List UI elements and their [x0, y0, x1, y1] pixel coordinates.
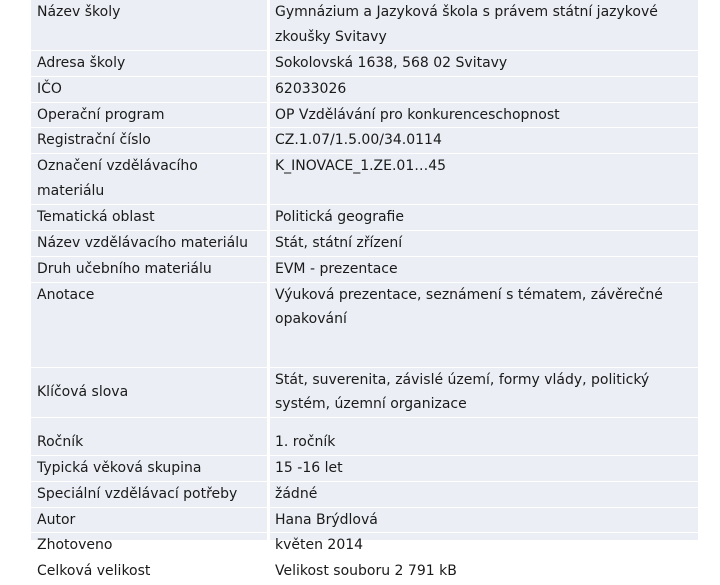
row-value: 15 -16 let: [269, 455, 699, 481]
row-key: Celková velikost: [31, 559, 269, 585]
table-row-created: [31, 533, 698, 559]
table-row-special-needs: [31, 481, 698, 507]
table-row-total-size: [31, 559, 698, 585]
table-row-keywords: [31, 367, 698, 418]
row-key: Adresa školy: [31, 51, 269, 77]
spacer-cell: [269, 418, 699, 431]
row-key: Autor: [31, 507, 269, 533]
row-key: Ročník: [31, 430, 269, 455]
row-key: Registrační číslo: [31, 128, 269, 154]
table-row-registration-number: [31, 128, 698, 154]
table-row-topic-area: [31, 205, 698, 231]
row-key: Zhotoveno: [31, 533, 269, 559]
row-value: 1. ročník: [269, 430, 699, 455]
table-row-material-code: [31, 154, 698, 205]
row-value: Sokolovská 1638, 568 02 Svitavy: [269, 51, 699, 77]
row-key: Druh učebního materiálu: [31, 256, 269, 282]
spacer-cell: [31, 418, 269, 431]
row-key: Speciální vzdělávací potřeby: [31, 481, 269, 507]
row-key: Název vzdělávacího materiálu: [31, 230, 269, 256]
table-row-author: [31, 507, 698, 533]
row-value: květen 2014: [269, 533, 699, 559]
metadata-table: [31, 0, 698, 585]
table-row-ico: [31, 76, 698, 102]
table-row-grade: [31, 430, 698, 455]
table-row-spacer: [31, 418, 698, 431]
row-value: Gymnázium a Jazyková škola s právem státní jazykové zkoušky Svitavy: [269, 0, 699, 51]
row-value: Hana Brýdlová: [269, 507, 699, 533]
table-row-material-name: [31, 230, 698, 256]
row-value: Velikost souboru 2 791 kB: [269, 559, 699, 585]
row-value: CZ.1.07/1.5.00/34.0114: [269, 128, 699, 154]
row-key: Tematická oblast: [31, 205, 269, 231]
row-key: Operační program: [31, 102, 269, 128]
table-row-material-type: [31, 256, 698, 282]
row-key: Anotace: [31, 282, 269, 367]
table-row-annotation: [31, 282, 698, 367]
row-value: EVM - prezentace: [269, 256, 699, 282]
table-row-age-group: [31, 455, 698, 481]
row-value: 62033026: [269, 76, 699, 102]
row-value: OP Vzdělávání pro konkurenceschopnost: [269, 102, 699, 128]
table-row-school-address: [31, 51, 698, 77]
row-key: Název školy: [31, 0, 269, 51]
row-key: Označení vzdělávacího materiálu: [31, 154, 269, 205]
row-key: IČO: [31, 76, 269, 102]
row-value: Stát, státní zřízení: [269, 230, 699, 256]
row-key: Klíčová slova: [31, 367, 269, 418]
row-value: K_INOVACE_1.ZE.01…45: [269, 154, 699, 205]
row-value: Výuková prezentace, seznámení s tématem, závěrečné opakování: [269, 282, 699, 367]
table-row-school-name: [31, 0, 698, 51]
table-row-program: [31, 102, 698, 128]
row-key: Typická věková skupina: [31, 455, 269, 481]
row-value: žádné: [269, 481, 699, 507]
row-value: Stát, suverenita, závislé území, formy vlády, politický systém, územní organizace: [269, 367, 699, 418]
row-value: Politická geografie: [269, 205, 699, 231]
